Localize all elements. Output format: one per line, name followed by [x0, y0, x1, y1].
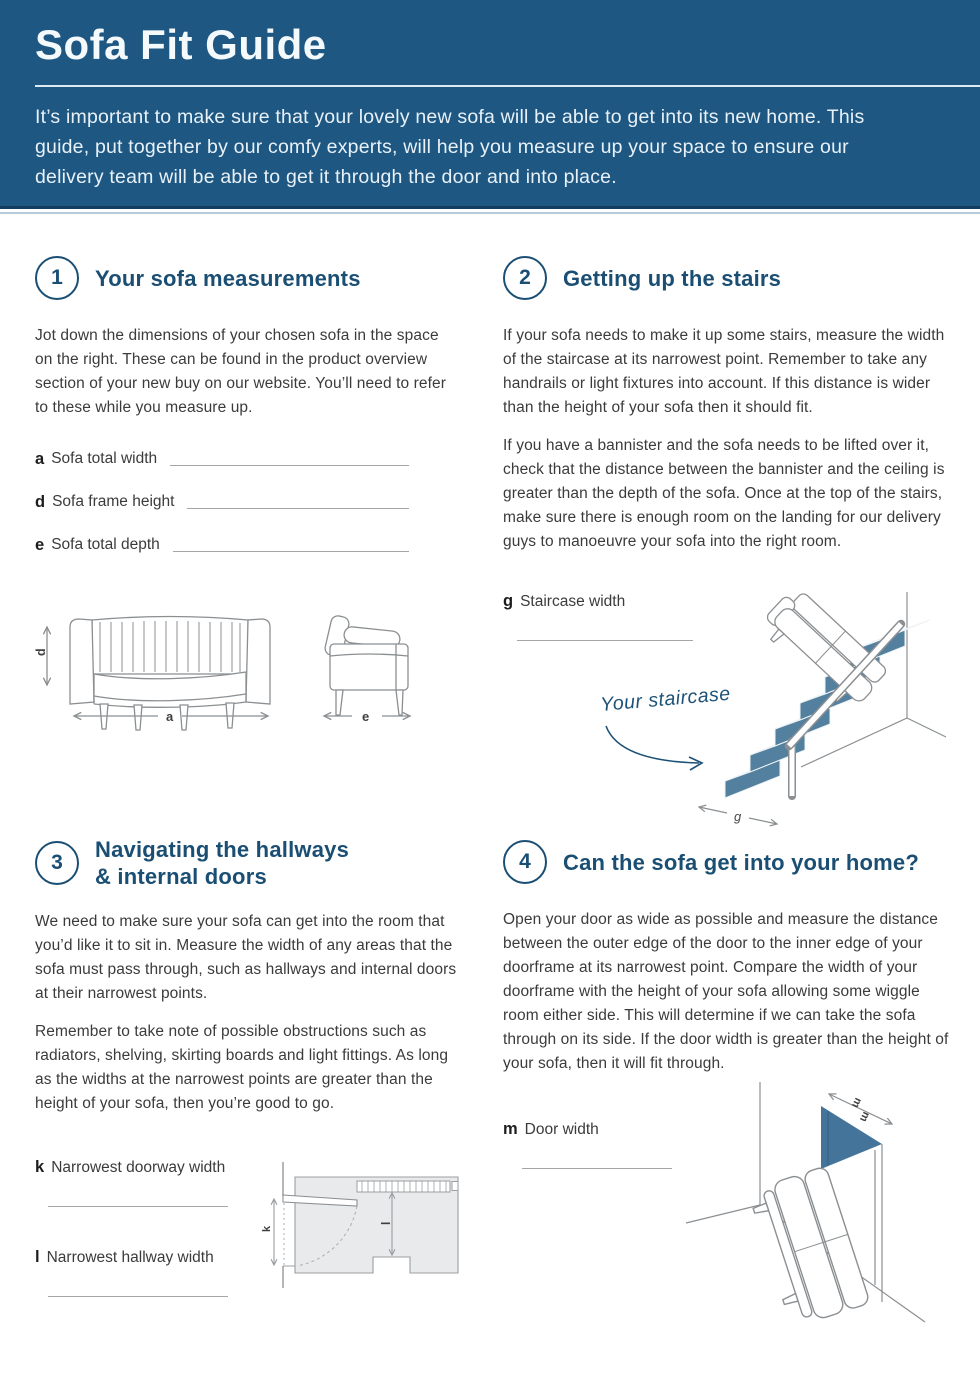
section-3-number: 3 [51, 851, 63, 874]
section-1-paragraph: Jot down the dimensions of your chosen sofa in the space on the right. These can be found in the product overview section of your new buy on our website. You’ll need to refer to these while you measure up. [35, 327, 446, 416]
dimension-label-k: k [261, 1225, 273, 1232]
section-into-your-home [503, 840, 955, 1370]
field-sofa-frame-height [35, 491, 409, 513]
field-door-width [503, 1118, 671, 1169]
write-in-line [48, 1206, 228, 1207]
field-letter-e: e [35, 536, 45, 554]
section-4-number-badge [503, 840, 547, 884]
field-narrowest-doorway-width [35, 1156, 231, 1207]
floorplan-illustration-block [35, 1146, 459, 1361]
section-3-title-line-1: Navigating the hallways [95, 837, 350, 862]
section-1-heading [35, 256, 459, 300]
doorway-diagram [678, 1070, 978, 1360]
section-3-paragraph-1: We need to make sure your sofa can get into the room that you’d like it to sit in. Measure the width of any areas that the sofa must pass through, such as hallways and internal doors at their narrowest points. [35, 913, 457, 1002]
section-1-number: 1 [51, 266, 63, 289]
section-2-paragraph-2: If you have a bannister and the sofa needs to be lifted over it, check that the distance between the bannister and the ceiling is greater than the depth of the sofa. Once at the top of the stairs, make sure there is enough room on the landing for our delivery guys to manoeuvre your sofa into the right room. [503, 437, 945, 550]
radiator [357, 1181, 458, 1192]
section-3-paragraph-2: Remember to take note of possible obstructions such as radiators, shelving, skirting boards and light fittings. As long as the widths at the narrowest points are greater than the height of your sofa, then you’re good to go. [35, 1023, 449, 1112]
section-4-heading [503, 840, 955, 884]
write-in-line [517, 640, 693, 641]
section-1-title: Your sofa measurements [95, 265, 361, 291]
annotation-arrow [606, 726, 702, 770]
write-in-line [187, 508, 409, 509]
section-3-heading [35, 836, 459, 890]
field-sofa-total-width [35, 448, 409, 470]
field-letter-m: m [503, 1120, 518, 1138]
dimension-label-a: a [166, 709, 174, 724]
field-label-sofa-total-width: Sofa total width [51, 450, 158, 467]
section-getting-up-stairs [503, 256, 950, 830]
intro-text: It’s important to make sure that your lovely new sofa will be able to get into its new home. This guide, put together by our comfy experts, will help you measure up your space to ensure our delivery team will be able to get it through the door and into place. [35, 106, 865, 188]
field-label-sofa-total-depth: Sofa total depth [51, 536, 160, 553]
section-hallways-doors [35, 836, 459, 1361]
sofa-dimensions-diagram [30, 582, 450, 744]
field-label-narrowest-hallway: Narrowest hallway width [46, 1249, 214, 1266]
field-label-narrowest-doorway: Narrowest doorway width [51, 1159, 226, 1176]
your-staircase-annotation: Your staircase [599, 682, 732, 716]
write-in-line [173, 551, 409, 552]
dimension-label-e: e [362, 709, 370, 724]
floorplan-diagram [250, 1140, 462, 1345]
section-3-title [95, 836, 349, 890]
staircase-illustration-block [503, 578, 950, 830]
dimension-label-m: m [849, 1095, 865, 1110]
section-3-title-line-2: & internal doors [95, 864, 267, 889]
sofa-through-door [748, 1166, 870, 1328]
section-2-title: Getting up the stairs [563, 265, 782, 291]
section-4-title: Can the sofa get into your home? [563, 849, 919, 875]
section-3-number-badge [35, 841, 79, 885]
field-letter-l: l [35, 1248, 40, 1266]
field-staircase-width [503, 590, 695, 641]
field-letter-d: d [35, 493, 46, 511]
write-in-line [48, 1296, 228, 1297]
page-title: Sofa Fit Guide [35, 21, 327, 68]
field-label-door-width: Door width [524, 1121, 599, 1138]
dimension-label-l: l [379, 1221, 393, 1225]
dimension-label-m2: m [857, 1109, 873, 1124]
dimension-label-g: g [734, 809, 742, 824]
field-label-sofa-frame-height: Sofa frame height [52, 493, 175, 510]
section-2-number-badge [503, 256, 547, 300]
section-1-number-badge [35, 256, 79, 300]
field-sofa-total-depth [35, 534, 409, 556]
write-in-line [522, 1168, 672, 1169]
section-4-paragraph: Open your door as wide as possible and measure the distance between the outer edge of the door to the inner edge of your doorframe at its narrowest point. Compare the width of your doorframe with the height of your sofa allowing some wiggle room either side. This will determine if we can take the sofa through on its side. If the door width is greater than the height of your sofa, then it will fit through. [503, 911, 949, 1072]
field-letter-k: k [35, 1158, 45, 1176]
header-shadow-line [0, 212, 980, 214]
write-in-line [170, 465, 409, 466]
field-narrowest-hallway-width [35, 1246, 231, 1297]
section-sofa-measurements [35, 256, 459, 744]
section-4-number: 4 [519, 850, 531, 873]
header-banner [0, 0, 980, 209]
dimension-label-d: d [34, 648, 48, 656]
title-divider [35, 85, 980, 87]
doorframe [875, 1144, 882, 1302]
sofa-measurement-fields [35, 448, 409, 556]
field-letter-a: a [35, 450, 45, 468]
section-2-number: 2 [519, 266, 531, 289]
field-letter-g: g [503, 592, 514, 610]
section-2-paragraph-1: If your sofa needs to make it up some stairs, measure the width of the staircase at its narrowest point. Remember to take any handrails or light fixtures into account. If this distance is wider than the height of your sofa then it should fit. [503, 327, 945, 416]
field-label-staircase-width: Staircase width [520, 593, 626, 610]
door-illustration-block [503, 1078, 955, 1370]
section-2-heading [503, 256, 950, 300]
